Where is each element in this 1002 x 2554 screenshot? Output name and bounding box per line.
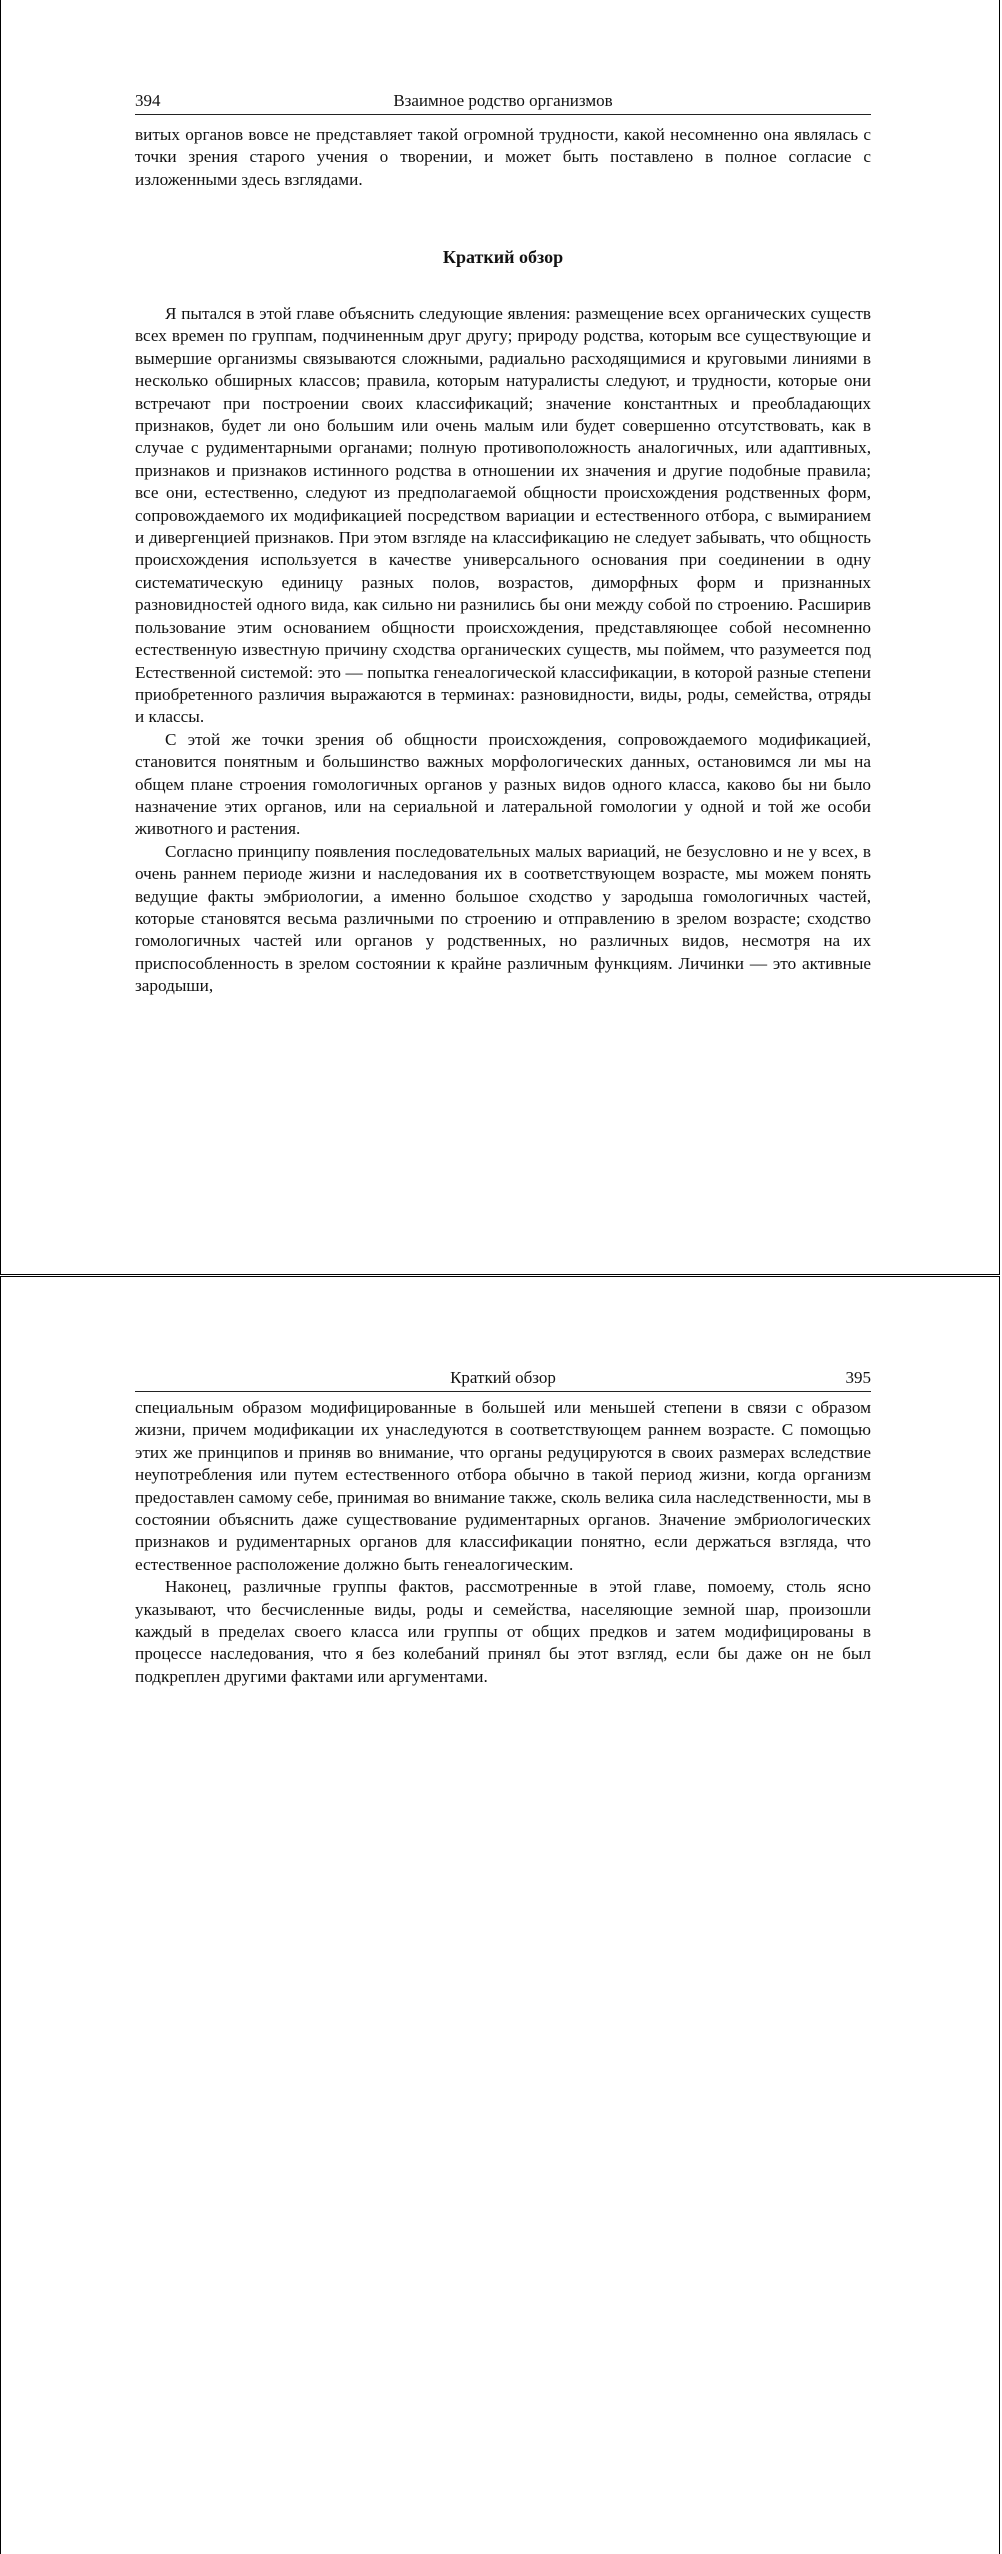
paragraph: С этой же точки зрения об общности происхождения, сопровождаемого модификацией, становится понятным и большинство важных морфологических данных, остановимся ли мы на общем плане строения гомологичных органов у разных видов одного класса, каково бы ни было назначение этих органов, или на сериальной и латеральной гомологии у одной и той же особи животного и растения. [135,729,871,839]
running-title: Краткий обзор [450,1368,556,1387]
paragraph: специальным образом модифицированные в большей или меньшей степени в связи с образом жизни, причем модификации их унаследуются в соответствующем раннем возрасте. С помощью этих же принципов и приняв во внимание, что органы редуцируются в своих размерах вследствие неупотребления или путем естественного отбора обычно в такой период жизни, когда организм предоставлен самому себе, принимая во внимание также, сколь велика сила наследственности, мы в состоянии объяснить даже существование рудиментарных органов. Значение эмбриологических признаков и рудиментарных органов для классификации понятно, если держаться взгляда, что естественное расположение должно быть генеалогическим. [135,1398,871,1574]
paragraph: Я пытался в этой главе объяснить следующие явления: размещение всех органических существ всех времен по группам, подчиненным друг другу; природу родства, которым все существующие и вымершие организмы связываются сложными, радиально расходящимися и круговыми линиями в несколько обширных классов; правила, которым натуралисты следуют, и трудности, которые они встречают при построении своих классификаций; значение константных и преобладающих признаков, будет ли оно большим или очень малым или будет совершенно отсутствовать, как в случае с рудиментарными органами; полную противоположность аналогичных, или адаптивных, признаков и признаков истинного родства в отношении их значения и другие подобные правила; все они, естественно, следуют из предполагаемой общности происхождения родственных форм, сопровождаемого их модификацией посредством вариации и естественного отбора, с вымиранием и дивергенцией признаков. При этом взгляде на классификацию не следует забывать, что общность происхождения используется в качестве универсального основания при соединении в одну систематическую единицу разных полов, возрастов, диморфных форм и признанных разновидностей одного вида, как сильно ни разнились бы они между собой по строению. Расширив пользование этим основанием общности происхождения, представляющее собой несомненно естественную известную причину сходства органических существ, мы поймем, что разумеется под Естественной системой: это — попытка генеалогической классификации, в которой разные степени приобретенного различия выражаются в терминах: разновидности, виды, роды, семейства, отряды и классы. [135,304,871,727]
page-number: 394 [135,91,161,110]
paragraph: Согласно принципу появления последовательных малых вариаций, не безусловно и не у всех, в очень раннем периоде жизни и наследования их в соответствующем возрасте, мы можем понять ведущие факты эмбриологии, а именно большое сходство у зародыша гомологичных частей, которые становятся весьма различными по строению и отправлению в зрелом возрасте; сходство гомологичных частей или органов у родственных, но различных видов, несмотря на их приспособленность в зрелом состоянии к крайне различным функциям. Личинки — это активные зародыши, [135,841,871,996]
running-head [135,88,871,115]
continuation-text [135,124,871,191]
page-number: 395 [845,1368,871,1387]
body-text [135,1397,871,1688]
book-page-395 [0,1276,1000,2554]
book-page-394 [0,0,1000,1275]
paragraph: Наконец, различные группы фактов, рассмотренные в этой главе, помоему, столь ясно указывают, что бесчисленные виды, роды и семейства, населяющие земной шар, произошли каждый в пределах своего класса или группы от общих предков и затем модифицированы в процессе наследования, что я без колебаний принял бы этот взгляд, если бы даже он не был подкреплен другими фактами или аргументами. [135,1577,871,1686]
body-text [135,303,871,998]
running-title: Взаимное родство организмов [393,91,613,110]
running-head [135,1365,871,1392]
section-heading: Краткий обзор [442,247,564,267]
paragraph: витых органов вовсе не представляет такой огромной трудности, какой несомненно она являлась с точки зрения старого учения о творении, и может быть поставлено в полное согласие с изложенными здесь взглядами. [135,125,871,189]
